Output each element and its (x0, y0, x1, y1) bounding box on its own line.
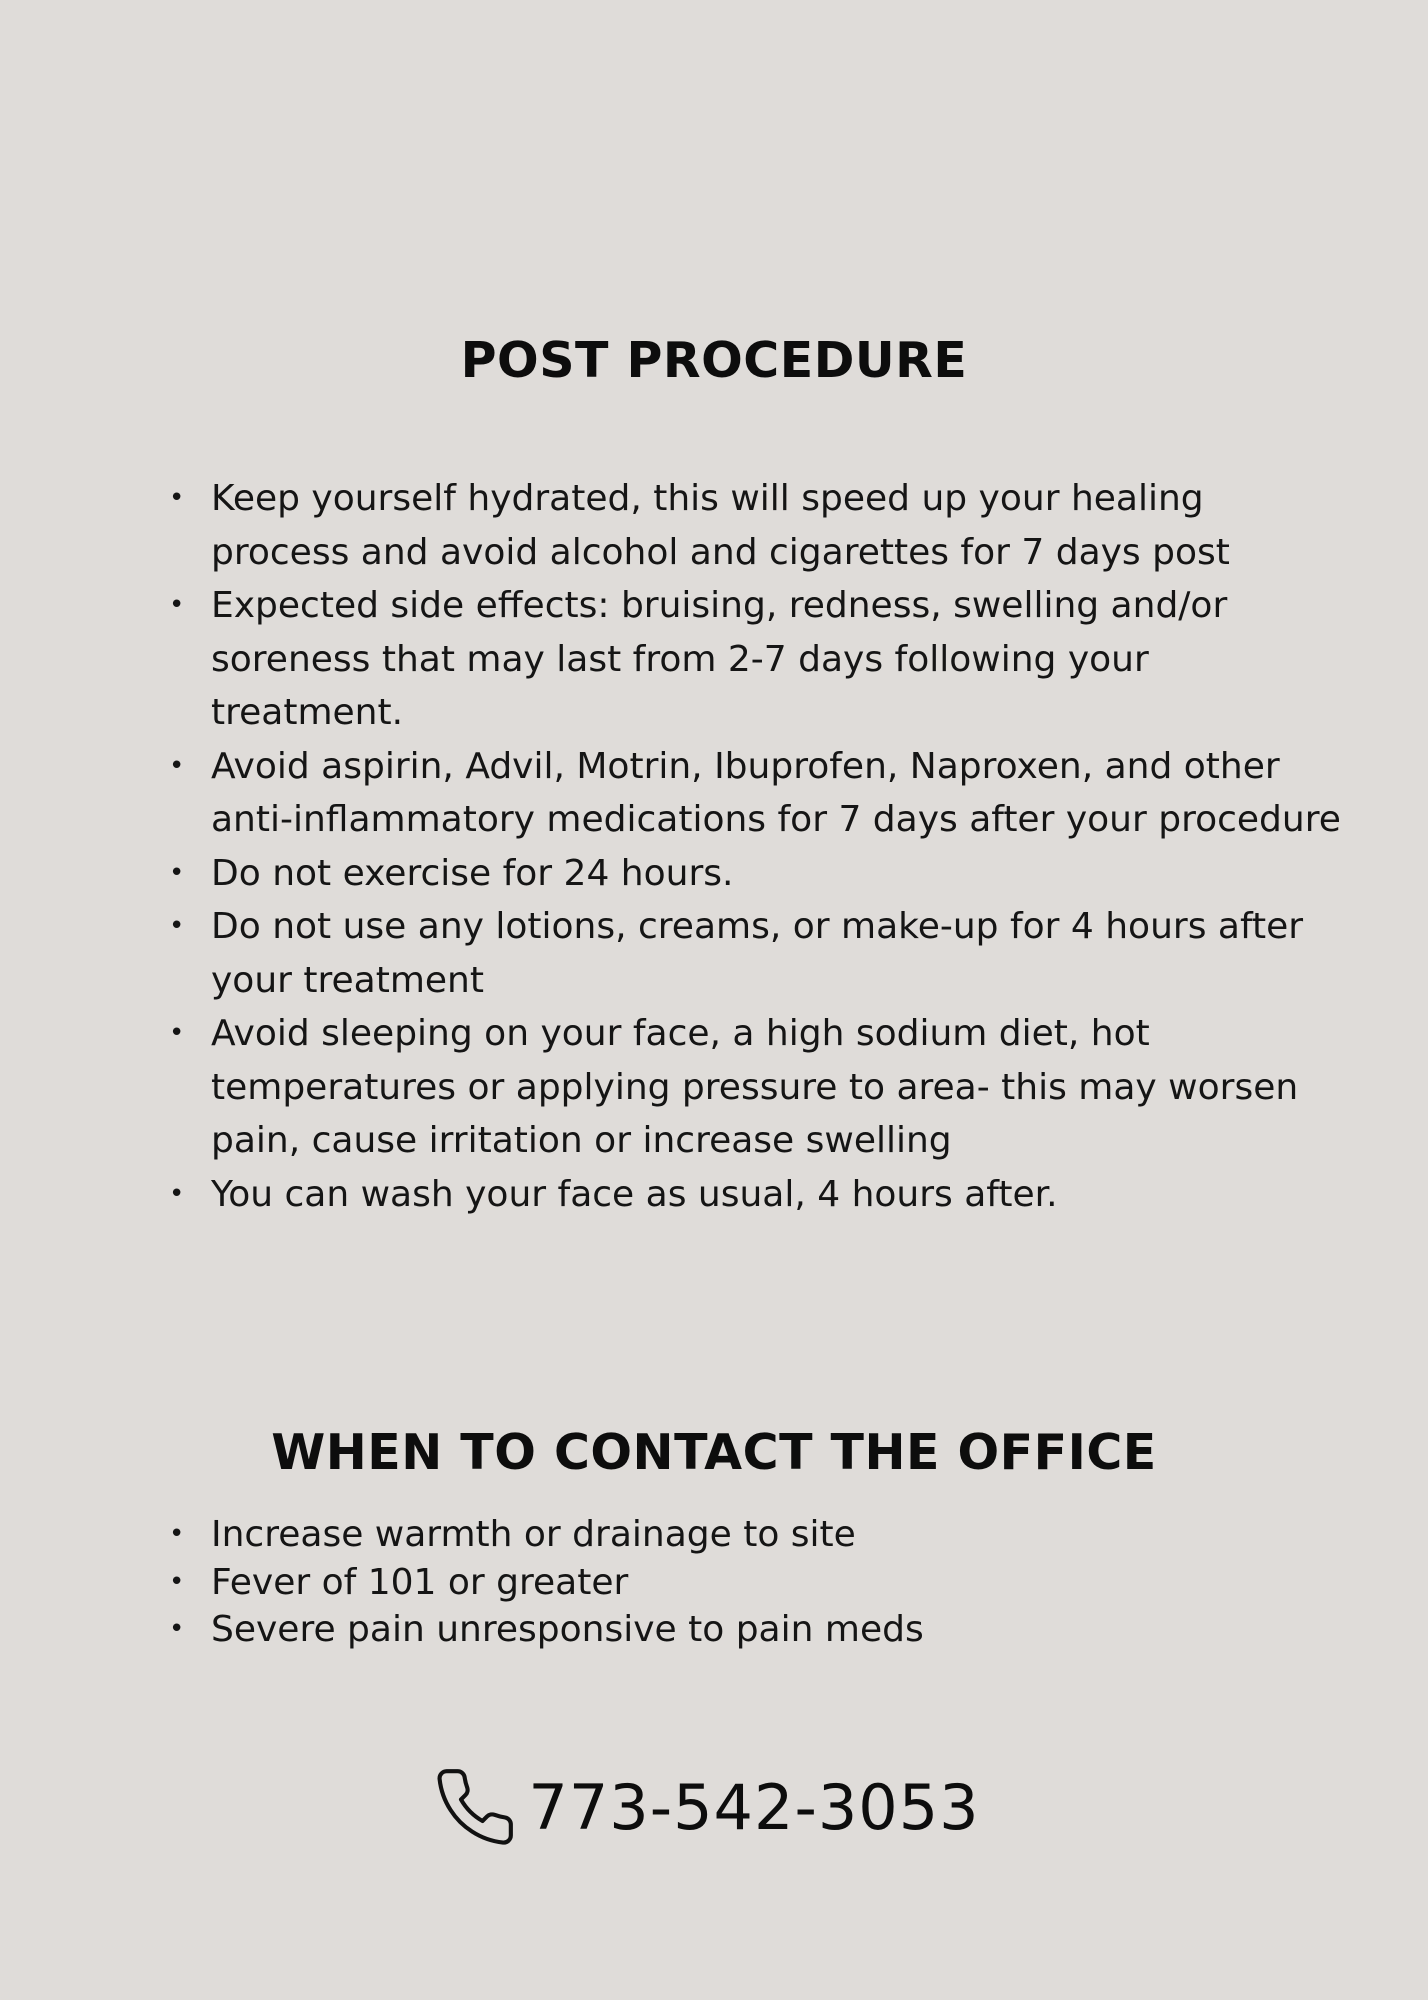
list-item-text: Expected side effects: bruising, redness, swelling and/or soreness that may last from 2-7 days following your treatment. (211, 585, 1228, 733)
list-item (169, 740, 1341, 847)
phone-contact[interactable] (0, 1764, 1428, 1850)
list-item-text: Severe pain unresponsive to pain meds (211, 1609, 924, 1650)
list-item (169, 1007, 1341, 1168)
contact-office-list (165, 1511, 1341, 1654)
post-procedure-heading: POST PROCEDURE (460, 332, 968, 389)
bullet-icon: • (169, 1614, 185, 1644)
bullet-icon: • (169, 857, 185, 888)
bullet-icon: • (169, 590, 185, 620)
list-item (169, 1511, 1341, 1559)
phone-icon (432, 1764, 518, 1850)
list-item-text: Avoid aspirin, Advil, Motrin, Ibuprofen, Naproxen, and other anti-inflammatory medications for 7 days after your procedure (211, 745, 1341, 840)
list-item (169, 900, 1341, 1007)
list-item (169, 1168, 1341, 1222)
bullet-icon: • (169, 1566, 185, 1597)
bullet-icon: • (169, 1018, 185, 1048)
list-item-text: Fever of 101 or greater (211, 1561, 629, 1603)
list-item-text: Keep yourself hydrated, this will speed up your healing process and avoid alcohol and cigarettes for 7 days post (211, 478, 1230, 573)
bullet-icon: • (169, 911, 185, 941)
list-item-text: Do not use any lotions, creams, or make-up for 4 hours after your treatment (211, 906, 1304, 1001)
list-item-text: You can wash your face as usual, 4 hours after. (211, 1173, 1058, 1215)
bullet-icon: • (169, 1519, 185, 1549)
list-item (169, 1606, 1341, 1654)
post-procedure-list (165, 472, 1341, 1221)
list-item (169, 472, 1341, 579)
list-item (169, 1559, 1341, 1607)
bullet-icon: • (169, 750, 185, 781)
list-item-text: Do not exercise for 24 hours. (211, 852, 734, 894)
phone-number[interactable]: 773-542-3053 (528, 1770, 980, 1844)
list-item (169, 579, 1341, 740)
list-item-text: Avoid sleeping on your face, a high sodium diet, hot temperatures or applying pressure to area- this may worsen pain, cause irritation or increase swelling (211, 1013, 1299, 1161)
list-item (169, 847, 1341, 901)
bullet-icon: • (169, 483, 185, 513)
list-item-text: Increase warmth or drainage to site (211, 1514, 856, 1555)
bullet-icon: • (169, 1178, 185, 1209)
contact-office-heading: WHEN TO CONTACT THE OFFICE (271, 1424, 1157, 1481)
